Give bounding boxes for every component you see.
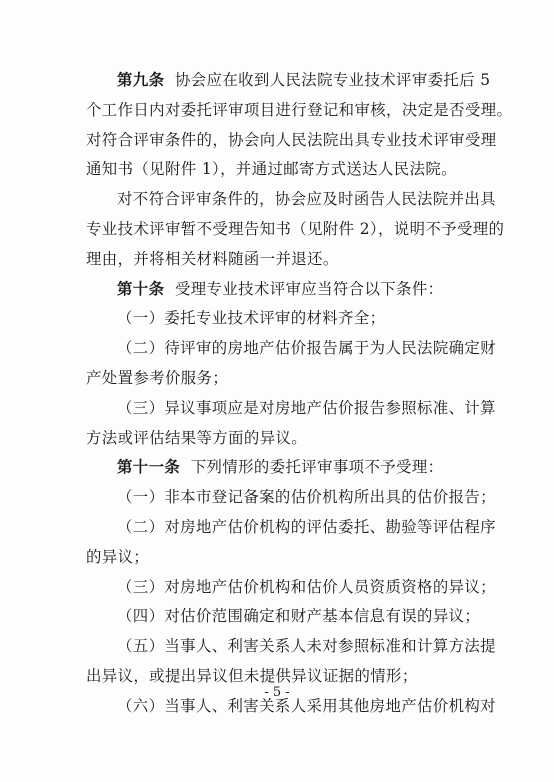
text-line: （五）当事人、利害关系人未对参照标准和计算方法提 — [117, 637, 496, 656]
text-line: （三）对房地产估价机构和估价人员资质资格的异议； — [117, 577, 496, 596]
text-line: （二）待评审的房地产估价报告属于为人民法院确定财 — [117, 339, 496, 358]
text-line: （三）异议事项应是对房地产估价报告参照标准、计算 — [117, 398, 496, 417]
text-line — [86, 453, 470, 483]
text-line: 对不符合评审条件的，协会应及时函告人民法院并出具 — [117, 190, 496, 209]
text-line: 通知书（见附件 1），并通过邮寄方式送达人民法院。 — [86, 160, 457, 179]
list-item — [86, 483, 496, 513]
text-line: 对符合评审条件的，协会向人民法院出具专业技术评审受理 — [86, 130, 497, 149]
list-item — [86, 513, 496, 573]
list-item — [86, 334, 496, 394]
text-line: 出异议，或提出异议但未提供异议证据的情形； — [86, 666, 418, 685]
page-number: - 5 - — [264, 685, 290, 700]
article-11-paragraph — [86, 453, 470, 483]
list-item — [86, 573, 496, 603]
article-label: 第十一条 — [117, 458, 181, 477]
article-label: 第九条 — [117, 71, 165, 89]
text-line: （六）当事人、利害关系人采用其他房地产估价机构对 — [117, 696, 496, 715]
document-body — [86, 66, 513, 722]
article-9-paragraph — [86, 66, 513, 185]
line-text: 下列情形的委托评审事项不予受理： — [190, 458, 444, 477]
list-item — [86, 602, 481, 632]
line-text: 受理专业技术评审应当符合以下条件： — [174, 279, 444, 298]
line-text: 协会应在收到人民法院专业技术评审委托后 5 — [174, 71, 491, 89]
text-line — [86, 275, 470, 305]
text-line: 理由，并将相关材料随函一并退还。 — [86, 249, 339, 268]
text-line: 产处置参考价服务； — [86, 368, 229, 387]
text-line: 的异议； — [86, 547, 150, 566]
text-line: 方法或评估结果等方面的异议。 — [86, 428, 308, 447]
text-line: （二）对房地产估价机构的评估委托、勘验等评估程序 — [117, 517, 496, 536]
list-item — [86, 632, 496, 692]
text-line: （四）对估价范围确定和财产基本信息有误的异议； — [117, 607, 481, 626]
article-10-paragraph — [86, 275, 470, 305]
text-line: 个工作日内对委托评审项目进行登记和审核，决定是否受理。 — [86, 100, 513, 119]
list-item — [86, 394, 496, 454]
text-line: （一）非本市登记备案的估价机构所出具的估价报告； — [117, 488, 496, 507]
article-label: 第十条 — [117, 279, 165, 298]
article-9-paragraph-2 — [86, 185, 505, 274]
text-line: （一）委托专业技术评审的材料齐全； — [117, 309, 386, 328]
list-item — [86, 304, 470, 334]
text-line — [86, 66, 491, 96]
text-line: 专业技术评审暂不受理告知书（见附件 2），说明不予受理的 — [86, 219, 505, 238]
